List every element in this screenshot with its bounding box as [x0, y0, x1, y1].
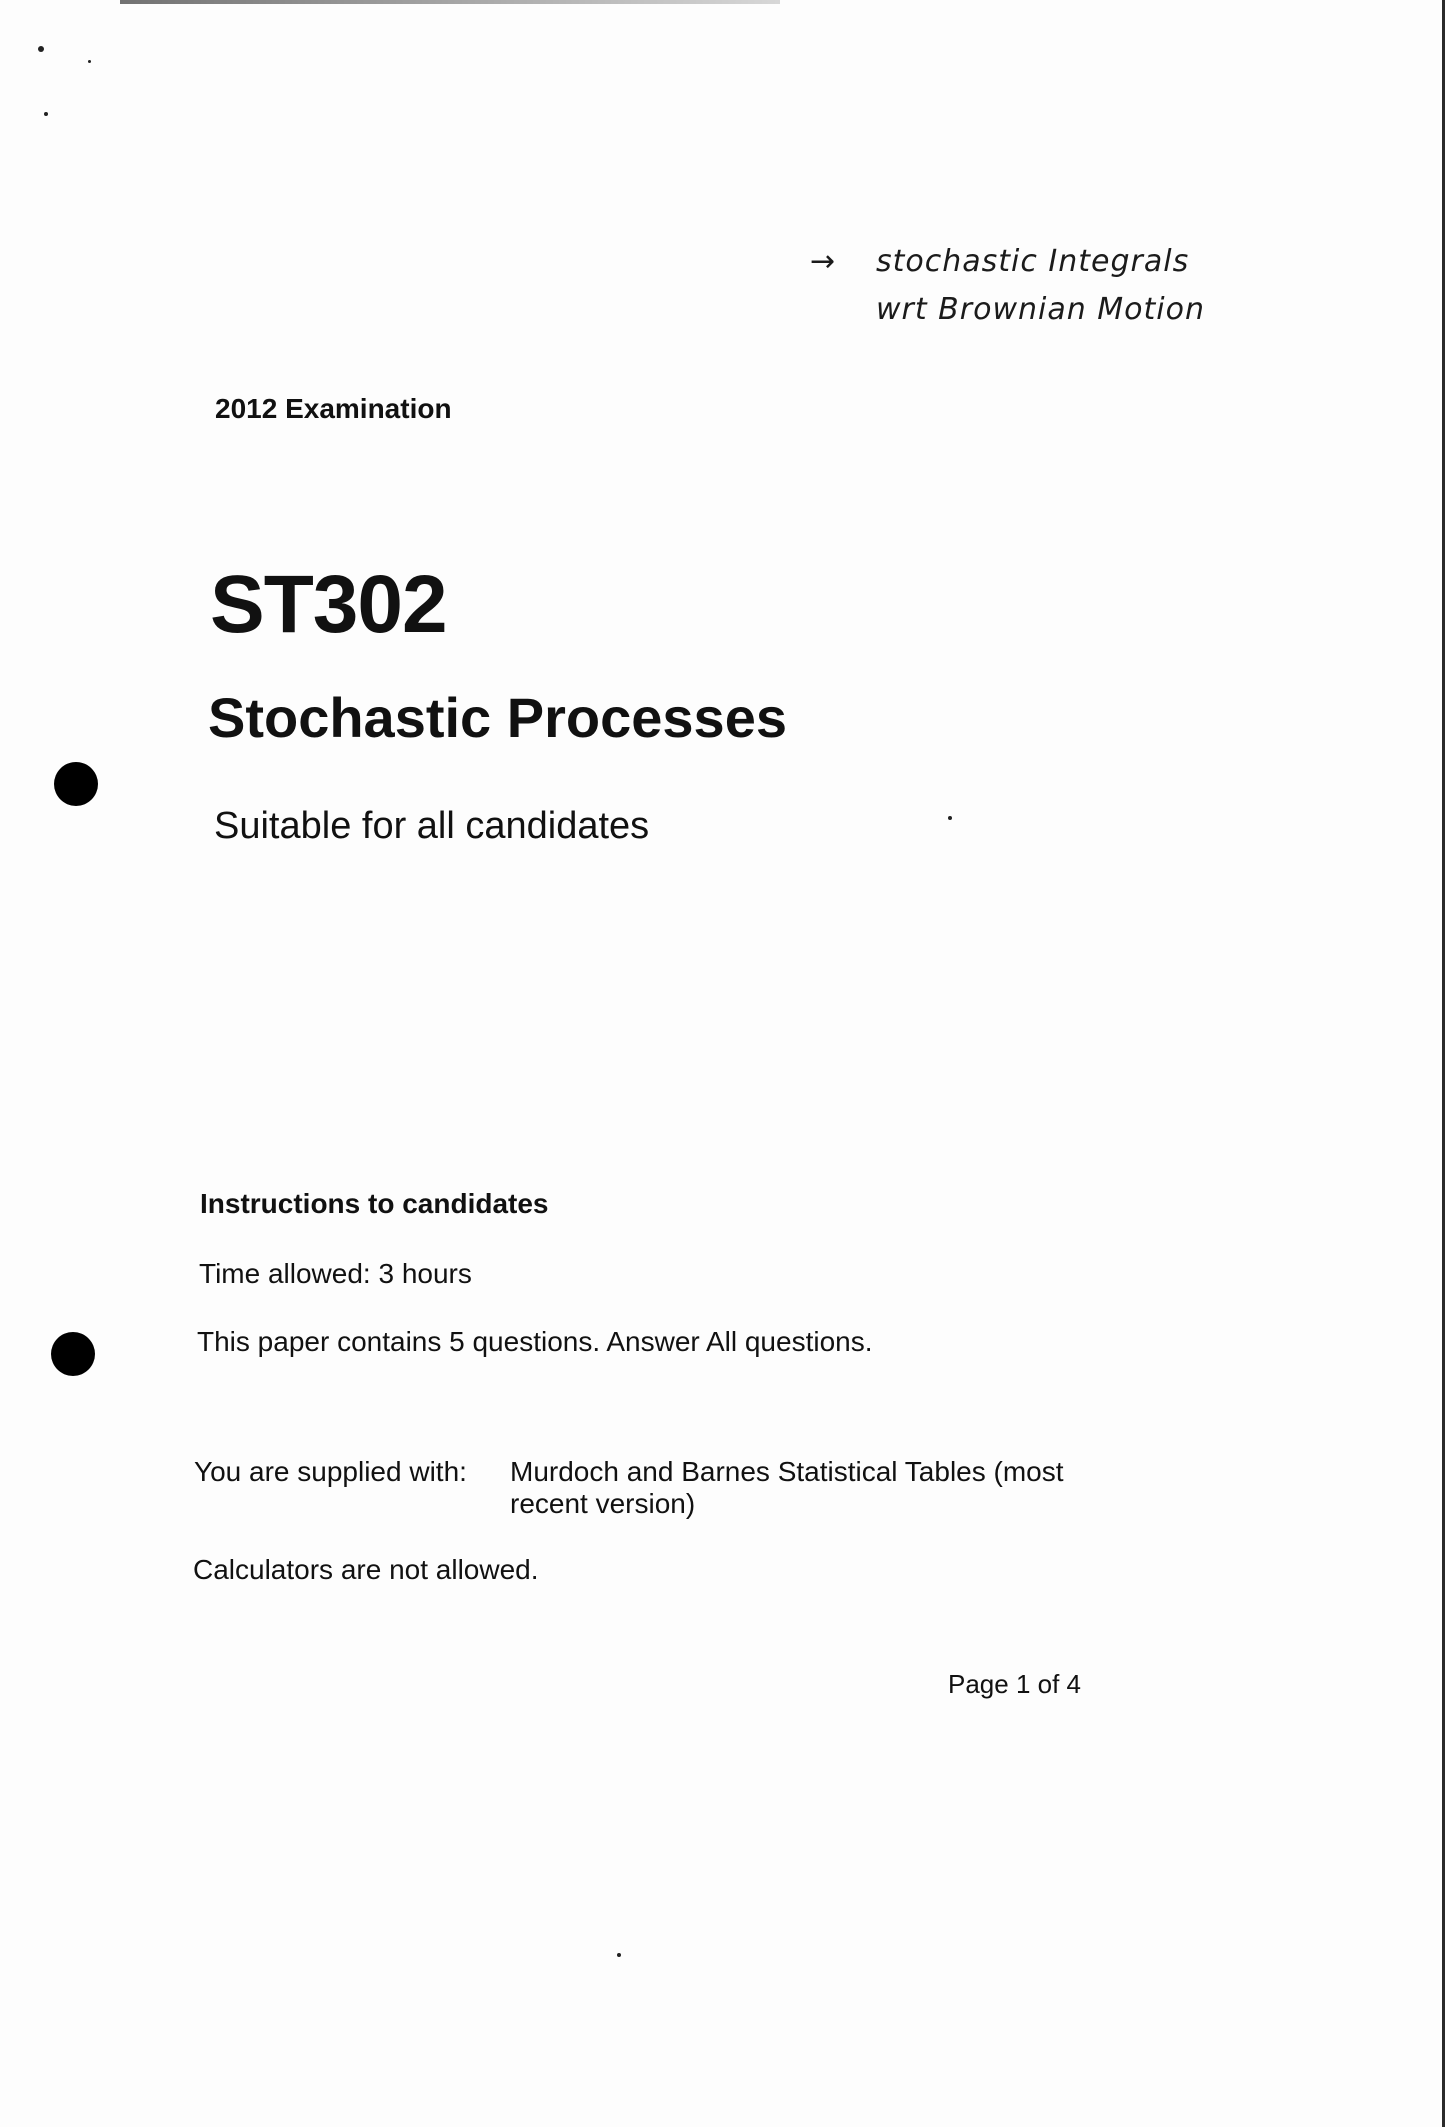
scan-speck	[617, 1953, 621, 1957]
exam-year: 2012 Examination	[215, 393, 452, 424]
questions-instruction: This paper contains 5 questions. Answer All questions.	[197, 1326, 873, 1357]
scan-speck	[948, 816, 952, 820]
supplied-value: Murdoch and Barnes Statistical Tables (most recent version)	[510, 1456, 1064, 1519]
scan-speck	[38, 46, 44, 52]
supplied-label: You are supplied with:	[194, 1456, 467, 1487]
course-code: ST302	[210, 559, 447, 650]
candidate-suitability: Suitable for all candidates	[214, 805, 650, 847]
handwritten-note-line1: stochastic Integrals	[876, 244, 1190, 279]
handwritten-arrow: →	[810, 244, 837, 279]
time-allowed: Time allowed: 3 hours	[199, 1258, 472, 1289]
course-title: Stochastic Processes	[208, 686, 787, 749]
scan-edge-top	[120, 0, 780, 4]
page-number: Page 1 of 4	[948, 1669, 1081, 1699]
calculators-rule: Calculators are not allowed.	[193, 1554, 539, 1585]
scan-speck	[44, 112, 48, 116]
handwritten-note-line2: wrt Brownian Motion	[876, 292, 1205, 327]
scan-speck	[88, 60, 91, 63]
punch-hole-lower	[51, 1332, 95, 1376]
punch-hole-upper	[54, 762, 98, 806]
instructions-heading: Instructions to candidates	[200, 1188, 549, 1219]
